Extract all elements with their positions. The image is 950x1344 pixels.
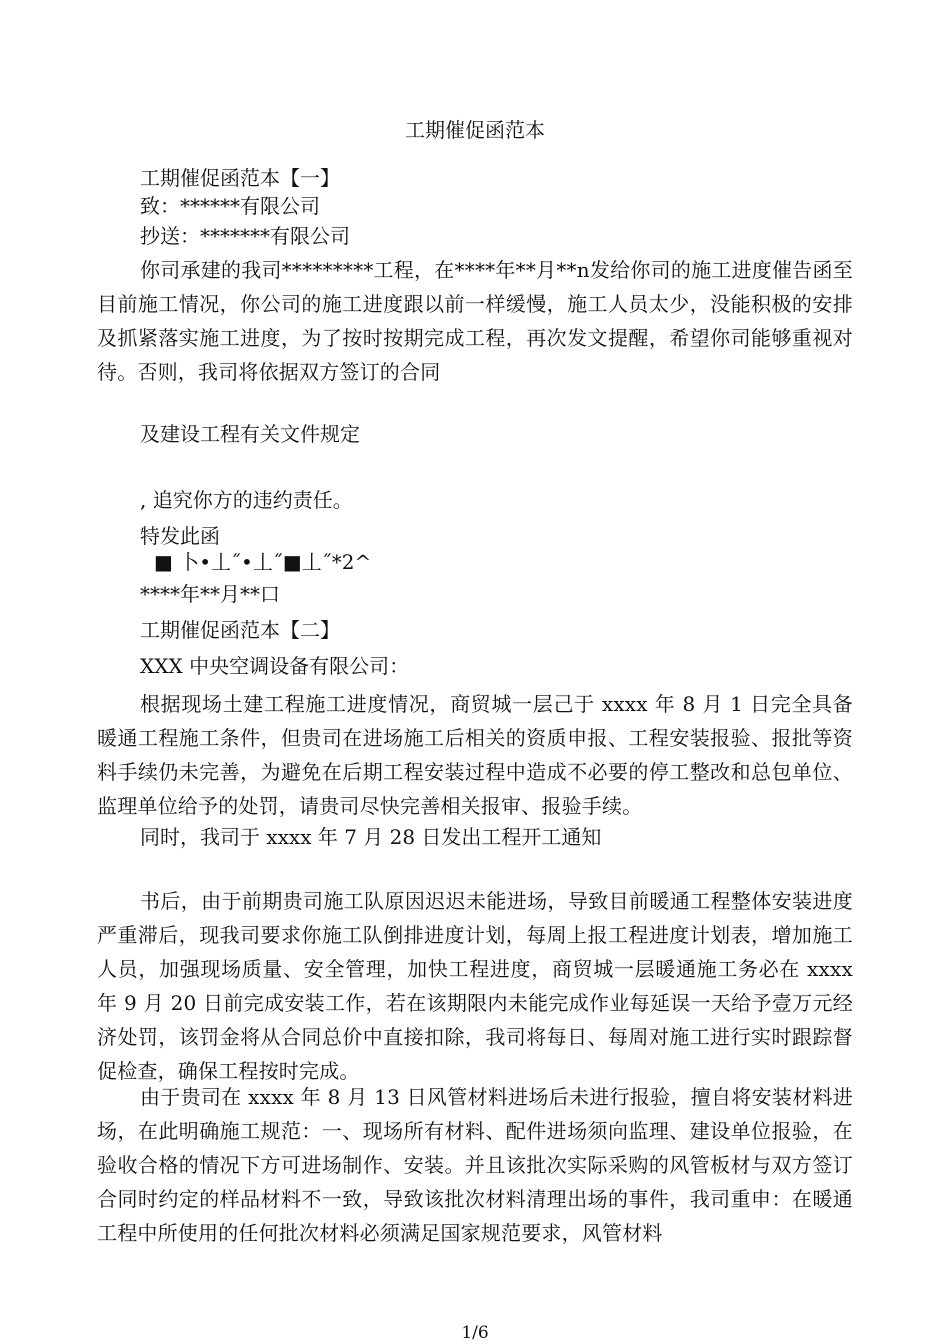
letter2-paragraph-4: 由于贵司在 xxxx 年 8 月 13 日风管材料进场后未进行报验，擅自将安装材料进场，在此明确施工规范：一、现场所有材料、配件进场须向监理、建设单位报验，在验收合格的情况下方可进场制作、安装。并且该批次实际采购的风管板材与双方签订合同时约定的样品材料不一致，导致该批次材料清理出场的事件，我司重申：在暖通工程中所使用的任何批次材料必须满足国家规范要求，风管材料 (97, 1085, 853, 1245)
page-number: 1/6 (461, 1323, 489, 1343)
letter1-heading: 工期催促函范本【一】 (140, 166, 340, 190)
letter1-liability: , 追究你方的违约责任。 (140, 488, 353, 512)
letter2-paragraph-2: 同时，我司于 xxxx 年 7 月 28 日发出工程开工通知 (140, 825, 602, 849)
letter2-paragraph-3: 书后，由于前期贵司施工队原因迟迟未能进场，导致目前暖通工程整体安装进度严重滞后，现我司要求你施工队倒排进度计划，每周上报工程进度计划表，增加施工人员，加强现场质量、安全管理，加快工程进度，商贸城一层暖通施工务必在 xxxx 年 9 月 20 日前完成安装工作，若在该期限内未能完成作业每延误一天给予壹万元经济处罚，该罚金将从合同总价中直接扣除，我司将每日、每周对施工进行实时跟踪督促检查，确保工程按时完成。 (97, 889, 853, 1083)
letter1-cc: 抄送：*******有限公司 (140, 224, 350, 248)
letter1-date: ****年**月**口 (140, 582, 280, 606)
document-title: 工期催促函范本 (405, 118, 545, 142)
letter2-paragraph-1: 根据现场土建工程施工进度情况，商贸城一层己于 xxxx 年 8 月 1 日完全具备暖通工程施工条件，但贵司在进场施工后相关的资质申报、工程安装报验、报批等资料手续仍未完善，为避免在后期工程安装过程中造成不必要的停工整改和总包单位、监理单位给予的处罚，请贵司尽快完善相关报审、报验手续。 (97, 692, 853, 818)
letter1-body-continued: 及建设工程有关文件规定 (140, 422, 360, 446)
letter1-garbled-signature: ■ 卜•丄˝•丄˝■丄˝*2^ (154, 550, 372, 574)
letter1-recipient: 致：******有限公司 (140, 194, 320, 218)
letter1-closing: 特发此函 (140, 524, 220, 548)
letter1-body: 你司承建的我司*********工程，在****年**月**n发给你司的施工进度催告函至目前施工情况，你公司的施工进度跟以前一样缓慢，施工人员太少，没能积极的安排及抓紧落实施工进度，为了按时按期完成工程，再次发文提醒，希望你司能够重视对待。否则，我司将依据双方签订的合同 (97, 258, 853, 384)
letter2-recipient: XXX 中央空调设备有限公司： (140, 654, 410, 678)
letter2-heading: 工期催促函范本【二】 (140, 618, 340, 642)
